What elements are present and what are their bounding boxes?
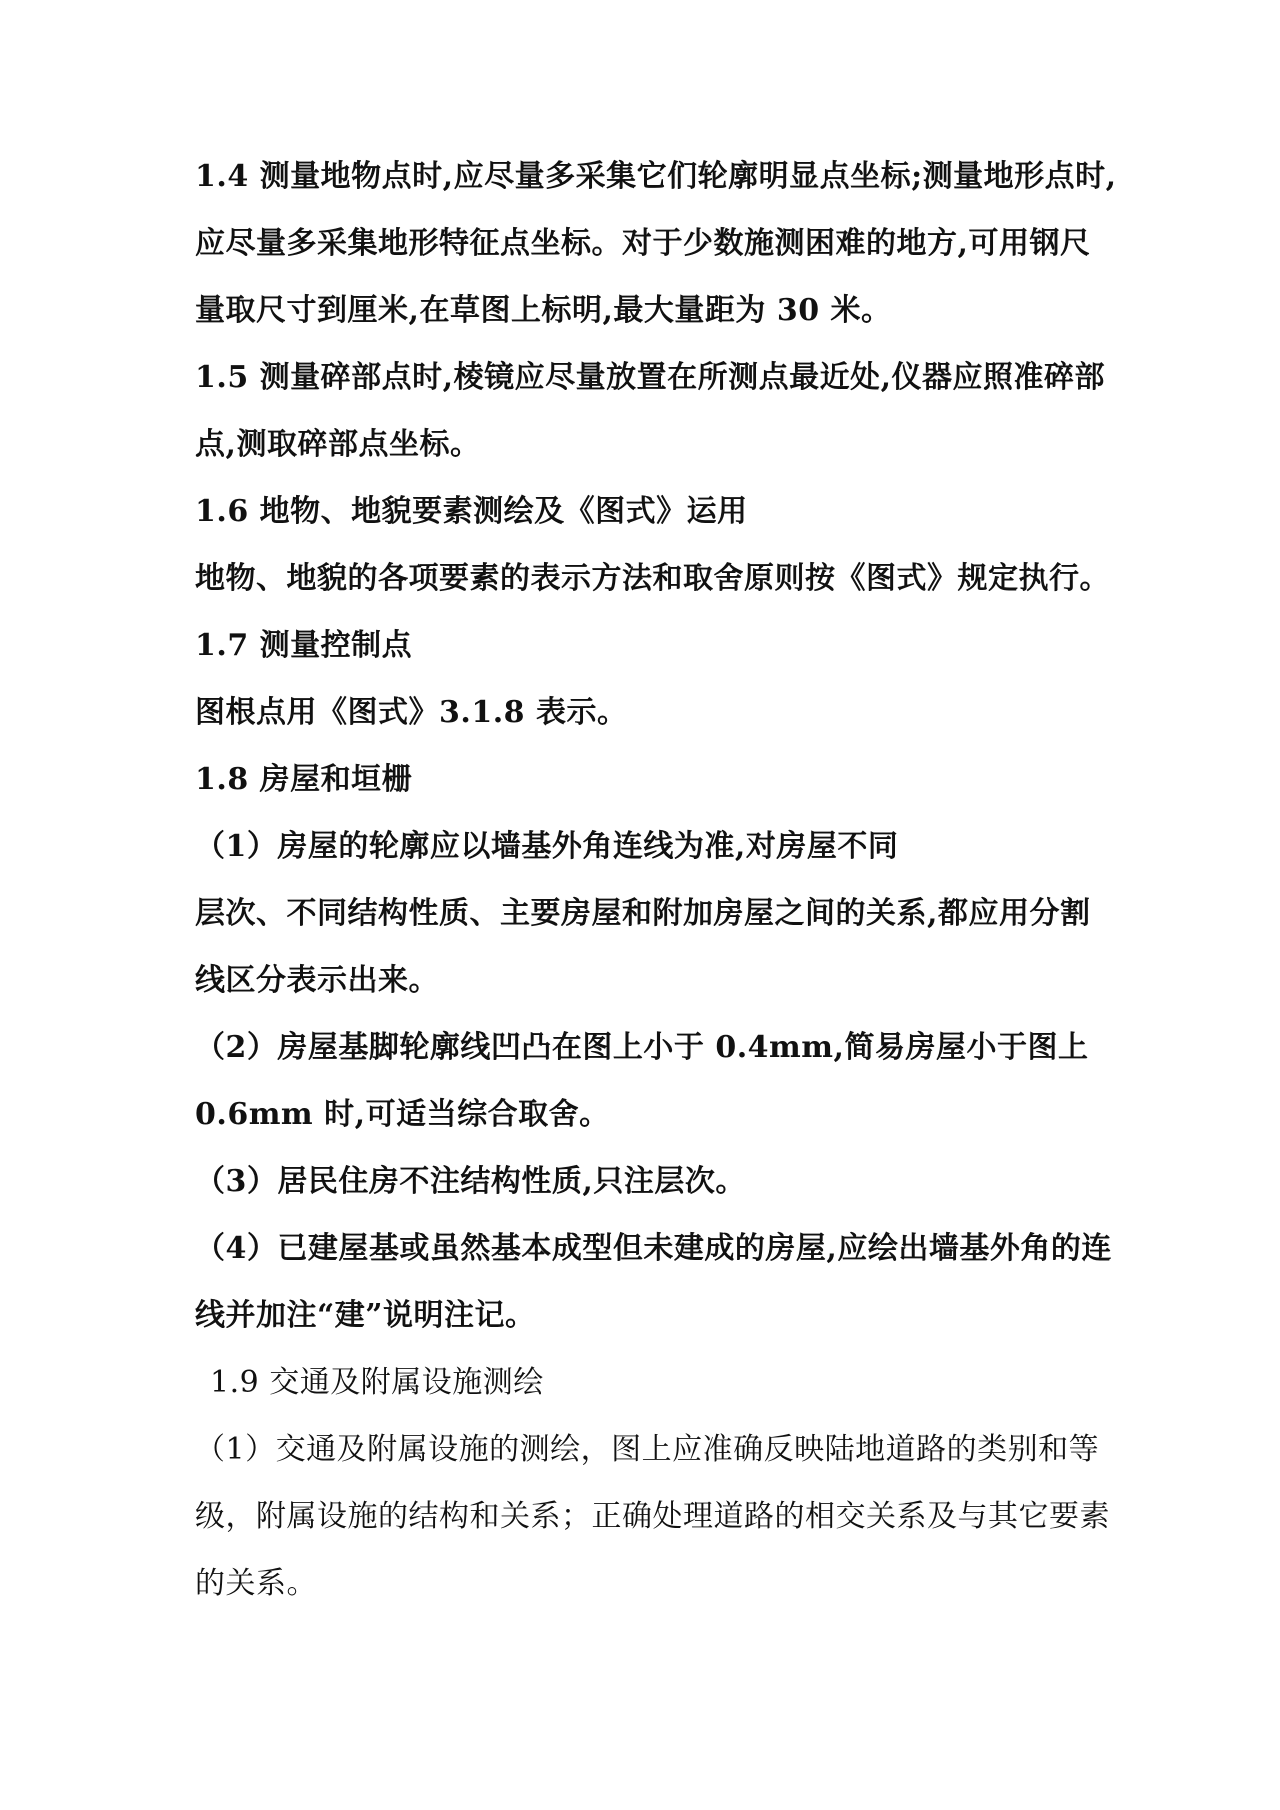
- section-1-4-line-3: 量取尺寸到厘米,在草图上标明,最大量距为 30 米。: [195, 293, 892, 328]
- section-1-9-item-1-line-1: （1）交通及附属设施的测绘，图上应准确反映陆地道路的类别和等: [195, 1432, 1100, 1467]
- section-1-5-line-1: 1.5 测量碎部点时,棱镜应尽量放置在所测点最近处,仪器应照准碎部: [195, 360, 1106, 395]
- section-1-6-heading: 1.6 地物、地貌要素测绘及《图式》运用: [195, 494, 748, 529]
- section-1-8-item-1-line-3: 线区分表示出来。: [195, 963, 439, 998]
- section-1-8-item-2-line-1: （2）房屋基脚轮廓线凹凸在图上小于 0.4mm,简易房屋小于图上: [195, 1030, 1089, 1065]
- section-1-6-body: 地物、地貌的各项要素的表示方法和取舍原则按《图式》规定执行。: [195, 561, 1110, 596]
- section-1-8-item-3: （3）居民住房不注结构性质,只注层次。: [195, 1164, 746, 1199]
- section-1-4-line-1: 1.4 测量地物点时,应尽量多采集它们轮廓明显点坐标;测量地形点时,: [195, 159, 1117, 194]
- section-1-8-item-4-line-1: （4）已建屋基或虽然基本成型但未建成的房屋,应绘出墙基外角的连: [195, 1231, 1112, 1266]
- section-1-8-item-4-line-2: 线并加注“建”说明注记。: [195, 1298, 536, 1333]
- section-1-9-item-1-line-2: 级，附属设施的结构和关系；正确处理道路的相交关系及与其它要素: [195, 1499, 1110, 1534]
- section-1-5-line-2: 点,测取碎部点坐标。: [195, 427, 481, 462]
- section-1-8-heading: 1.8 房屋和垣栅: [195, 762, 413, 797]
- section-1-7-heading: 1.7 测量控制点: [195, 628, 413, 663]
- section-1-8-item-2-line-2: 0.6mm 时,可适当综合取舍。: [195, 1097, 610, 1132]
- section-1-7-body: 图根点用《图式》3.1.8 表示。: [195, 695, 628, 730]
- section-1-8-item-1-line-1: （1）房屋的轮廓应以墙基外角连线为准,对房屋不同: [195, 829, 899, 864]
- section-1-9-heading: 1.9 交通及附属设施测绘: [210, 1365, 544, 1400]
- section-1-9-item-1-line-3: 的关系。: [195, 1566, 317, 1601]
- section-1-4-line-2: 应尽量多采集地形特征点坐标。对于少数施测困难的地方,可用钢尺: [195, 226, 1091, 261]
- section-1-8-item-1-line-2: 层次、不同结构性质、主要房屋和附加房屋之间的关系,都应用分割: [195, 896, 1091, 931]
